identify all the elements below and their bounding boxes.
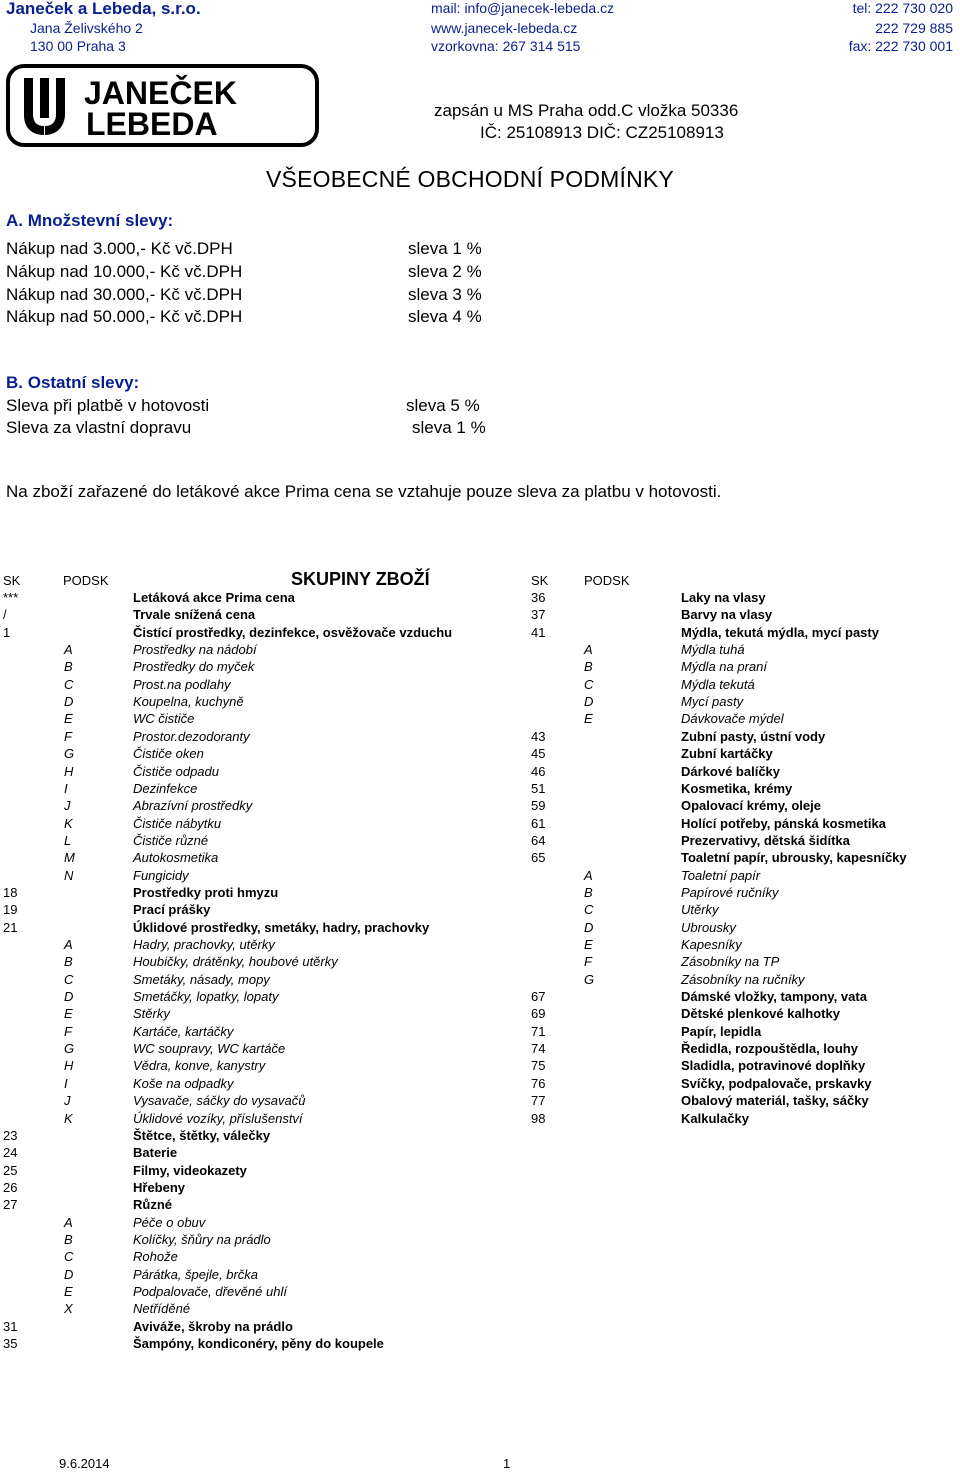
group-name-right: Holící potřeby, pánská kosmetika <box>681 815 886 831</box>
subgroup-code: C <box>64 676 74 692</box>
group-name: Netříděné <box>133 1301 191 1317</box>
group-name: Prostředky na nádobí <box>133 642 257 658</box>
group-name-right: Ředidla, rozpouštědla, louhy <box>681 1041 858 1057</box>
group-code: 19 <box>3 902 18 918</box>
group-name: Čističe různé <box>133 832 209 848</box>
group-name-right: Prezervativy, dětská šidítka <box>681 832 850 848</box>
group-name: Hadry, prachovky, utěrky <box>133 937 275 952</box>
group-row <box>0 1197 960 1214</box>
other-discount-text: Sleva za vlastní dopravu <box>6 418 192 437</box>
group-name: Štětce, štětky, válečky <box>133 1127 271 1143</box>
group-name: Koše na odpadky <box>133 1075 234 1091</box>
fax-number: fax: 222 730 001 <box>848 38 953 54</box>
subgroup-code: F <box>64 728 72 744</box>
group-code: 31 <box>3 1318 18 1334</box>
subgroup-code-right: D <box>584 919 594 935</box>
group-name: Prostředky do myček <box>133 659 255 675</box>
quantity-discount-value: sleva 4 % <box>408 307 482 326</box>
section-b-heading: B. Ostatní slevy: <box>6 373 140 392</box>
group-name-right: Dárkové balíčky <box>681 763 781 779</box>
group-row <box>0 1232 960 1249</box>
subgroup-code: C <box>64 1249 74 1265</box>
group-row <box>0 1249 960 1266</box>
subgroup-code-right: C <box>584 902 594 918</box>
group-row <box>0 1128 960 1145</box>
subgroup-code: K <box>64 1110 73 1126</box>
group-name-right: Svíčky, podpalovače, prskavky <box>681 1075 872 1091</box>
group-name-right: Dětské plenkové kalhotky <box>681 1006 840 1022</box>
subgroup-code: X <box>64 1301 73 1317</box>
group-row <box>0 1319 960 1336</box>
subgroup-code: E <box>64 711 73 727</box>
group-row <box>0 711 960 728</box>
quantity-discount-text: Nákup nad 30.000,- Kč vč.DPH <box>6 285 243 304</box>
phone-number-2: 222 729 885 <box>875 20 953 36</box>
subgroup-code-right: E <box>584 711 593 727</box>
groups-title: SKUPINY ZBOŽÍ <box>291 569 430 589</box>
group-row <box>0 1041 960 1058</box>
registration-info: zapsán u MS Praha odd.C vložka 50336 <box>434 101 739 120</box>
quantity-discount-value: sleva 3 % <box>408 285 482 304</box>
group-code: *** <box>3 590 19 605</box>
company-ids: IČ: 25108913 DIČ: CZ25108913 <box>480 123 724 142</box>
subgroup-code-right: A <box>584 867 593 883</box>
group-name-right: Mýdla tuhá <box>681 642 745 658</box>
subgroup-code: A <box>64 937 73 952</box>
logo-line-2: LEBEDA <box>86 106 218 142</box>
group-name-right: Zubní pasty, ústní vody <box>681 728 826 744</box>
group-code-right: 69 <box>531 1006 546 1022</box>
footer-date: 9.6.2014 <box>59 1456 110 1471</box>
group-code: 21 <box>3 919 18 935</box>
group-code: 27 <box>3 1197 18 1213</box>
subgroup-code: D <box>64 989 74 1005</box>
group-row <box>0 972 960 989</box>
group-code: 18 <box>3 884 18 900</box>
group-name: WC soupravy, WC kartáče <box>133 1041 286 1057</box>
group-name: Péče o obuv <box>133 1214 206 1230</box>
group-name: Vědra, konve, kanystry <box>133 1058 266 1074</box>
group-code: 1 <box>3 624 11 640</box>
group-row <box>0 902 960 919</box>
group-row <box>0 816 960 833</box>
quantity-discount-text: Nákup nad 10.000,- Kč vč.DPH <box>6 262 243 281</box>
company-email-link[interactable]: mail: info@janecek-lebeda.cz <box>431 0 615 16</box>
column-header-podsk-2: PODSK <box>584 573 630 588</box>
group-code-right: 36 <box>531 590 546 605</box>
subgroup-code: B <box>64 954 73 970</box>
group-code-right: 75 <box>531 1058 546 1074</box>
subgroup-code: E <box>64 1006 73 1022</box>
group-code-right: 71 <box>531 1023 546 1039</box>
quantity-discount-value: sleva 2 % <box>408 262 482 281</box>
group-name-right: Papír, lepidla <box>681 1023 762 1039</box>
other-discount-value: sleva 1 % <box>412 418 486 437</box>
group-row <box>0 729 960 746</box>
group-code-right: 59 <box>531 798 546 814</box>
subgroup-code: L <box>64 832 72 848</box>
company-street: Jana Želivského 2 <box>30 20 143 36</box>
subgroup-code: J <box>64 1093 71 1109</box>
group-name-right: Barvy na vlasy <box>681 607 773 623</box>
group-code: 24 <box>3 1145 18 1161</box>
subgroup-code: D <box>64 1266 74 1282</box>
group-row <box>0 1024 960 1041</box>
group-row <box>0 590 960 607</box>
quantity-discount-value: sleva 1 % <box>408 239 482 258</box>
other-discount-value: sleva 5 % <box>406 396 480 415</box>
group-row <box>0 1093 960 1110</box>
subgroup-code-right: G <box>584 971 595 987</box>
subgroup-code: H <box>64 763 74 779</box>
subgroup-code-right: D <box>584 694 594 710</box>
group-name: Smetáky, násady, mopy <box>133 971 270 987</box>
group-name-right: Zubní kartáčky <box>681 746 773 762</box>
group-name: Houbičky, drátěnky, houbové utěrky <box>133 954 338 970</box>
page-number: 1 <box>503 1456 511 1471</box>
subgroup-code: J <box>64 798 71 814</box>
group-name-right: Papírové ručníky <box>681 884 779 900</box>
subgroup-code: N <box>64 867 74 883</box>
group-name-right: Utěrky <box>681 902 719 918</box>
column-header-podsk: PODSK <box>63 573 109 588</box>
subgroup-code: G <box>64 1041 75 1057</box>
group-code-right: 46 <box>531 763 546 779</box>
group-row <box>0 989 960 1006</box>
group-row <box>0 1215 960 1232</box>
group-row <box>0 1267 960 1284</box>
discount-note: Na zboží zařazené do letákové akce Prima cena se vztahuje pouze sleva za platbu v hotovosti. <box>6 482 722 501</box>
group-name-right: Opalovací krémy, oleje <box>681 798 821 814</box>
group-code: 23 <box>3 1127 18 1143</box>
group-name-right: Kalkulačky <box>681 1110 749 1126</box>
group-name: Čistící prostředky, dezinfekce, osvěžovače vzduchu <box>133 624 453 640</box>
group-name: Rohože <box>133 1249 178 1265</box>
subgroup-code: B <box>64 1231 73 1247</box>
group-name-right: Obalový materiál, tašky, sáčky <box>681 1093 869 1109</box>
group-row <box>0 954 960 971</box>
company-website-link[interactable]: www.janecek-lebeda.cz <box>431 20 578 36</box>
group-row <box>0 1111 960 1128</box>
group-row <box>0 746 960 763</box>
group-name: Čističe oken <box>133 746 204 762</box>
column-header-sk-2: SK <box>531 573 549 588</box>
group-name-right: Zásobníky na TP <box>681 954 780 970</box>
group-row <box>0 659 960 676</box>
group-name-right: Toaletní papír, ubrousky, kapesníčky <box>681 850 907 866</box>
group-name: Úklidové prostředky, smetáky, hadry, prachovky <box>133 919 430 935</box>
group-name: Čističe nábytku <box>133 815 222 831</box>
group-name: Abrazívní prostředky <box>133 798 253 814</box>
subgroup-code: E <box>64 1284 73 1299</box>
group-row <box>0 1301 960 1318</box>
subgroup-code: F <box>64 1023 72 1039</box>
subgroup-code: B <box>64 659 73 675</box>
group-row <box>0 781 960 798</box>
page-title: VŠEOBECNÉ OBCHODNÍ PODMÍNKY <box>266 166 674 192</box>
subgroup-code-right: C <box>584 676 594 692</box>
group-row <box>0 764 960 781</box>
phone-number: tel: 222 730 020 <box>852 0 953 16</box>
group-name: Kartáče, kartáčky <box>133 1023 234 1039</box>
group-name: Čističe odpadu <box>133 763 219 779</box>
group-name: Podpalovače, dřevěné uhlí <box>133 1284 287 1299</box>
group-row <box>0 850 960 867</box>
group-name: Šampóny, kondiconéry, pěny do koupele <box>133 1336 384 1352</box>
subgroup-code: K <box>64 815 73 831</box>
group-code-right: 74 <box>531 1041 546 1057</box>
group-name: Prost.na podlahy <box>133 676 231 692</box>
group-row <box>0 937 960 954</box>
group-row <box>0 885 960 902</box>
group-name: Baterie <box>133 1145 178 1161</box>
group-row <box>0 1076 960 1093</box>
group-name: Aviváže, škroby na prádlo <box>133 1318 293 1334</box>
group-name: Prostor.dezodoranty <box>133 728 250 744</box>
subgroup-code: A <box>64 1214 73 1230</box>
group-name: Filmy, videokazety <box>133 1162 247 1178</box>
group-code: 25 <box>3 1162 18 1178</box>
other-discount-text: Sleva při platbě v hotovosti <box>6 396 210 415</box>
group-row <box>0 868 960 885</box>
quantity-discount-text: Nákup nad 50.000,- Kč vč.DPH <box>6 307 243 326</box>
group-name-right: Laky na vlasy <box>681 590 766 605</box>
group-row <box>0 798 960 815</box>
group-name: Hřebeny <box>133 1179 186 1195</box>
group-name: Úklidové vozíky, příslušenství <box>133 1110 303 1126</box>
group-name-right: Kosmetika, krémy <box>681 780 793 796</box>
group-row <box>0 1145 960 1162</box>
group-code-right: 51 <box>531 780 546 796</box>
logo-line-1: JANEČEK <box>84 75 237 111</box>
group-row <box>0 920 960 937</box>
group-name: Trvale snížená cena <box>133 607 256 623</box>
subgroup-code: H <box>64 1058 74 1074</box>
group-name: Fungicidy <box>133 867 189 883</box>
group-name-right: Mýdla tekutá <box>681 676 755 692</box>
group-row <box>0 1284 960 1301</box>
group-code-right: 67 <box>531 989 546 1005</box>
group-name: Dezinfekce <box>133 780 198 796</box>
group-name-right: Mýdla, tekutá mýdla, mycí pasty <box>681 624 879 640</box>
group-code-right: 77 <box>531 1093 546 1109</box>
group-name: Koupelna, kuchyně <box>133 694 244 710</box>
quantity-discount-text: Nákup nad 3.000,- Kč vč.DPH <box>6 239 233 258</box>
subgroup-code: I <box>64 780 68 796</box>
group-name-right: Mycí pasty <box>681 694 744 710</box>
subgroup-code-right: B <box>584 659 593 675</box>
group-name-right: Dávkovače mýdel <box>681 711 784 727</box>
subgroup-code: D <box>64 694 74 710</box>
group-code-right: 37 <box>531 607 546 623</box>
subgroup-code-right: A <box>584 642 593 658</box>
group-row <box>0 1006 960 1023</box>
group-name: Různé <box>133 1197 172 1213</box>
company-city: 130 00 Praha 3 <box>30 38 126 54</box>
group-name-right: Toaletní papír <box>681 867 761 883</box>
group-code: 35 <box>3 1336 18 1352</box>
group-row <box>0 833 960 850</box>
group-code-right: 76 <box>531 1075 546 1091</box>
group-code-right: 61 <box>531 815 546 831</box>
showroom-phone: vzorkovna: 267 314 515 <box>431 38 581 54</box>
group-row <box>0 1058 960 1075</box>
group-code-right: 65 <box>531 850 546 866</box>
group-code-right: 98 <box>531 1110 546 1126</box>
group-name: WC čističe <box>133 711 195 727</box>
subgroup-code: C <box>64 971 74 987</box>
subgroup-code: M <box>64 850 75 866</box>
group-name-right: Sladidla, potravinové doplňky <box>681 1058 866 1074</box>
group-name-right: Kapesníky <box>681 937 742 952</box>
group-row <box>0 625 960 642</box>
subgroup-code-right: F <box>584 954 592 970</box>
group-name: Stěrky <box>133 1006 170 1022</box>
subgroup-code: I <box>64 1075 68 1091</box>
group-name-right: Mýdla na praní <box>681 659 767 675</box>
group-row <box>0 1163 960 1180</box>
group-code: 26 <box>3 1179 18 1195</box>
group-name: Prací prášky <box>133 902 211 918</box>
group-name: Letáková akce Prima cena <box>133 590 295 605</box>
company-logo <box>6 64 319 147</box>
group-code: / <box>3 607 7 623</box>
company-name: Janeček a Lebeda, s.r.o. <box>6 0 201 18</box>
subgroup-code: A <box>64 642 73 658</box>
group-name: Vysavače, sáčky do vysavačů <box>133 1093 306 1109</box>
group-code-right: 43 <box>531 728 546 744</box>
group-name-right: Dámské vložky, tampony, vata <box>681 989 867 1005</box>
subgroup-code-right: B <box>584 884 593 900</box>
group-row <box>0 1180 960 1197</box>
group-row <box>0 694 960 711</box>
group-name-right: Zásobníky na ručníky <box>681 971 805 987</box>
section-a-heading: A. Množstevní slevy: <box>6 211 174 230</box>
group-row <box>0 1336 960 1353</box>
group-row <box>0 677 960 694</box>
group-name: Autokosmetika <box>133 850 219 866</box>
group-row <box>0 642 960 659</box>
group-code-right: 41 <box>531 624 546 640</box>
group-row <box>0 607 960 624</box>
subgroup-code: G <box>64 746 75 762</box>
group-name: Prostředky proti hmyzu <box>133 884 279 900</box>
group-name-right: Ubrousky <box>681 919 736 935</box>
group-name: Párátka, špejle, brčka <box>133 1266 259 1282</box>
group-name: Smetáčky, lopatky, lopaty <box>133 989 279 1005</box>
group-code-right: 45 <box>531 746 546 762</box>
group-name: Kolíčky, šňůry na prádlo <box>133 1231 271 1247</box>
column-header-sk: SK <box>3 573 21 588</box>
group-code-right: 64 <box>531 832 546 848</box>
subgroup-code-right: E <box>584 937 593 952</box>
